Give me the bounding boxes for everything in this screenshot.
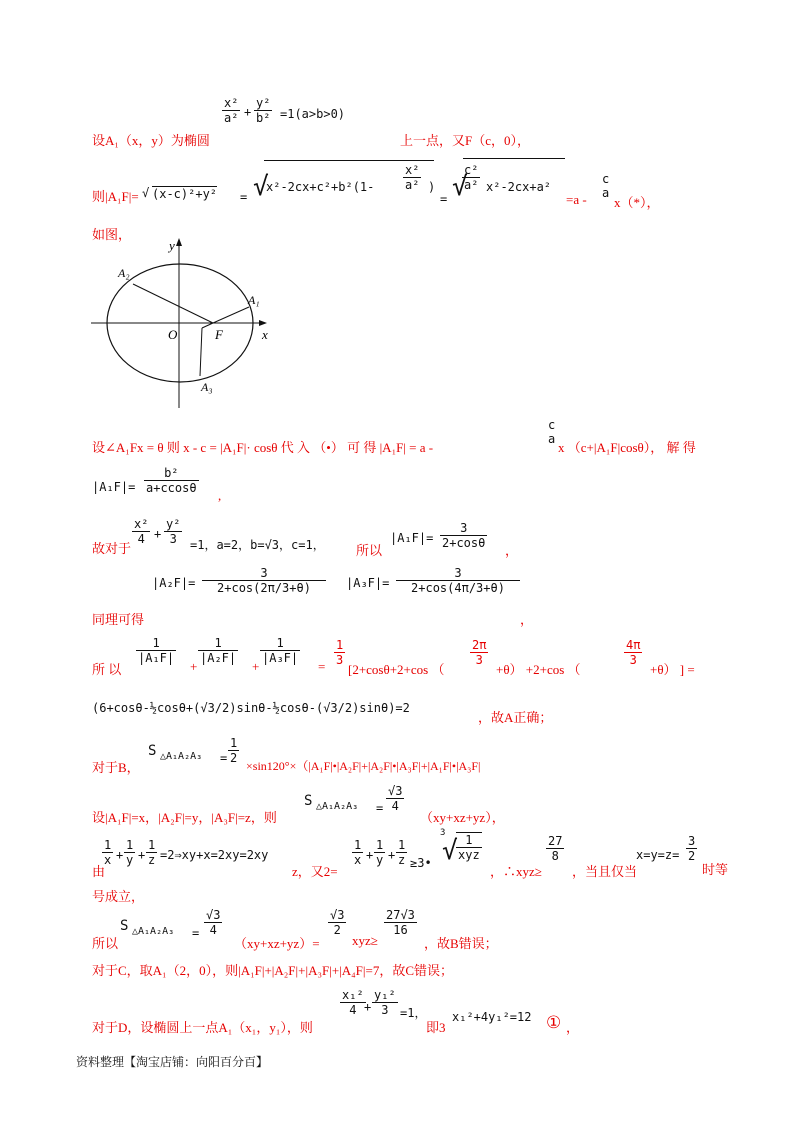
fraction-one-half: $\frac{1}{2}$ bbox=[230, 736, 238, 765]
sqrt-content-1: (x-c)²+y² bbox=[152, 187, 218, 201]
equals-1: = bbox=[240, 190, 248, 204]
line10-prefix: 对于B， bbox=[92, 760, 140, 775]
fraction-1-xyz: 1 xyz bbox=[458, 833, 480, 862]
equals-6: = bbox=[192, 926, 200, 940]
x-axis-arrow bbox=[259, 320, 267, 326]
circled-one: ① bbox=[546, 1013, 562, 1032]
implication: =2⇒xy+x=2xy=2xy bbox=[160, 848, 269, 862]
fraction-1-a1f: $\frac{1}{\text{|A₁F|}}$ bbox=[138, 636, 175, 665]
line11-suffix: （xy+xz+yz）， bbox=[420, 810, 505, 825]
abs-a3f-lhs: |A₃F|= bbox=[346, 576, 390, 590]
area-s-3: S bbox=[120, 918, 129, 934]
plus-f: + bbox=[388, 848, 396, 862]
cube-root-sign: √ bbox=[442, 836, 458, 866]
fraction-1-y-b: $\frac{1}{y}$ bbox=[376, 838, 384, 867]
y-axis-arrow bbox=[176, 238, 182, 246]
equals-5: = bbox=[376, 801, 384, 815]
fraction-1-y: $\frac{1}{y}$ bbox=[126, 838, 134, 867]
line12-prefix: 由 bbox=[92, 864, 106, 879]
fraction-1-z-b: $\frac{1}{z}$ bbox=[398, 838, 406, 867]
therefore: ，∴xyz≥ bbox=[490, 864, 542, 879]
line16-prefix: 对于D，设椭圆上一点A₁（x₁，y₁），则 bbox=[92, 1020, 313, 1035]
fraction-sqrt3-4-b: $\frac{√3}{4}$ bbox=[206, 908, 221, 937]
sum-part-2: +θ） +2+cos （ bbox=[496, 662, 581, 677]
line7-comma: ， bbox=[520, 612, 534, 627]
line2-prefix: 则|A₁F|= bbox=[92, 189, 139, 204]
equals-one: =1， bbox=[400, 1006, 427, 1020]
sqrt-sign-3: √ bbox=[452, 172, 468, 202]
fraction-one-third: $\frac{1}{3}$ bbox=[336, 638, 344, 667]
plus-sign: + bbox=[244, 105, 252, 119]
line13: 号成立， bbox=[92, 889, 145, 904]
equals-a-minus: =a - bbox=[566, 192, 587, 207]
label-f: F bbox=[215, 327, 223, 342]
line11-prefix: 设|A₁F|=x，|A₂F|=y，|A₃F|=z，则 bbox=[92, 810, 277, 825]
plus-b: + bbox=[252, 659, 260, 674]
line2-tail: x（*）， bbox=[614, 195, 660, 210]
fraction-c-a: c a bbox=[602, 172, 610, 200]
area-triangle-3: △A₁A₂A₃ bbox=[132, 926, 175, 937]
line15: 对于C，取A₁（2，0），则|A₁F|+|A₂F|+|A₃F|+|A₄F|=7，故C错误； bbox=[92, 963, 454, 978]
label-a2: A₂ bbox=[118, 266, 130, 280]
fraction-1-x-b: $\frac{1}{x}$ bbox=[354, 838, 362, 867]
label-o: O bbox=[168, 327, 178, 342]
label-y: y bbox=[169, 238, 175, 253]
geq-three: ≥3• bbox=[410, 856, 432, 870]
as-figure: 如图， bbox=[92, 227, 132, 242]
fraction-x2-4: $\frac{\text{x²}}{4}$ bbox=[134, 517, 149, 546]
fraction-1-a3f: $\frac{1}{\text{|A₃F|}}$ bbox=[262, 636, 299, 665]
line6-so: 所以 bbox=[356, 543, 383, 558]
line6-prefix: 故对于 bbox=[92, 541, 132, 556]
fraction-c-a-2: c a bbox=[548, 418, 556, 446]
sqrt-content-3: x²-2cx+a² bbox=[486, 180, 552, 194]
ellipse-figure bbox=[88, 236, 288, 412]
footer-source: 资料整理【淘宝店铺：向阳百分百】 bbox=[76, 1055, 269, 1069]
plus-sign-2: + bbox=[154, 527, 162, 541]
plus-d: + bbox=[138, 848, 146, 862]
label-x: x bbox=[262, 327, 268, 342]
plus-a: + bbox=[190, 659, 198, 674]
fraction-3-2: $\frac{3}{2}$ bbox=[688, 834, 696, 863]
sqrt-content-2: x²-2cx+c²+b²(1- bbox=[266, 180, 375, 194]
equals-4: = bbox=[220, 751, 228, 765]
line10-rest: ×sin120°×（|A₁F|•|A₂F|+|A₂F|•|A₃F|+|A₁F|•|A₃F| bbox=[246, 759, 481, 773]
ellipse-values: =1，a=2，b=√3，c=1， bbox=[190, 538, 325, 552]
fraction-sqrt3-4: $\frac{√3}{4}$ bbox=[388, 784, 403, 813]
area-triangle: △A₁A₂A₃ bbox=[160, 751, 203, 762]
fraction-3-2cos: $\frac{3}{2+\cos\theta}$ bbox=[442, 521, 486, 550]
line9-tail: ，故A正确； bbox=[478, 710, 553, 725]
label-a1: A₁ bbox=[248, 293, 260, 307]
fraction-4pi-3: $\frac{4\pi}{3}$ bbox=[626, 638, 641, 667]
sqrt-sign-1: √ bbox=[142, 186, 150, 200]
abs-a2f-lhs: |A₂F|= bbox=[152, 576, 196, 590]
sum-part-3: +θ） ] = bbox=[650, 662, 695, 677]
line6-comma: ， bbox=[505, 543, 519, 558]
fraction-x1sq-4: $\frac{\text{x₁²}}{4}$ bbox=[342, 988, 364, 1017]
fraction-sqrt3-2: $\frac{√3}{2}$ bbox=[330, 908, 345, 937]
equals-2: = bbox=[440, 192, 448, 206]
fraction-27-8: $\frac{27}{8}$ bbox=[548, 834, 563, 863]
abs-a1f-lhs-2: |A₁F|= bbox=[390, 531, 434, 545]
abs-a1f-lhs: |A₁F|= bbox=[92, 480, 136, 494]
line1-suffix: 上一点，又F（c，0）， bbox=[400, 133, 531, 148]
sqrt-sign-2: √ bbox=[253, 172, 269, 202]
fraction-a3f: $\frac{3}{2+\cos(4\pi/3+\theta)}$ bbox=[396, 566, 520, 595]
line16-comma: ， bbox=[566, 1020, 580, 1035]
line12-z: z，又2= bbox=[292, 864, 338, 879]
fraction-y1sq-3: $\frac{\text{y₁²}}{3}$ bbox=[374, 988, 396, 1017]
fraction-a2f: $\frac{3}{2+\cos(2\pi/3+\theta)}$ bbox=[202, 566, 326, 595]
area-s: S bbox=[148, 743, 157, 759]
fraction-1-a2f: $\frac{1}{\text{|A₂F|}}$ bbox=[200, 636, 237, 665]
plus-g: + bbox=[364, 1000, 372, 1014]
segment-fa2 bbox=[133, 284, 213, 323]
label-a3: A₃ bbox=[201, 380, 213, 394]
line5-comma: , bbox=[218, 488, 222, 503]
fraction-2pi-3: $\frac{2\pi}{3}$ bbox=[472, 638, 487, 667]
fraction-1-z: $\frac{1}{z}$ bbox=[148, 838, 156, 867]
line9-expression: (6+cosθ-½cosθ+(√3/2)sinθ-½cosθ-(√3/2)sinθ)=2 bbox=[92, 701, 410, 715]
line16-equation: x₁²+4y₁²=12 bbox=[452, 1010, 532, 1024]
xyz-equal: x=y=z= bbox=[636, 848, 680, 862]
cube-root-index: 3 bbox=[440, 828, 446, 838]
line4-prefix: 设∠A₁Fx = θ 则 x - c = |A₁F|· cosθ 代 入 （•） 可 得 |A₁F| = a - bbox=[92, 440, 434, 455]
fraction-c2-a2: $\frac{\text{c²}}{\text{a²}}$ bbox=[464, 163, 479, 192]
area-triangle-2: △A₁A₂A₃ bbox=[316, 801, 359, 812]
line12-end: 时等 bbox=[702, 862, 729, 877]
sqrt-close-2: ) bbox=[428, 180, 436, 194]
fraction-b2-a-ccos: $\frac{\text{b²}}{a+ccos\theta}$ bbox=[146, 466, 197, 495]
segment-fa3-top bbox=[202, 323, 213, 328]
ellipse-condition: =1(a>b>0) bbox=[280, 107, 346, 121]
segment-fa3 bbox=[200, 328, 202, 376]
sqrt-bar-3 bbox=[463, 158, 565, 159]
sqrt-bar-2 bbox=[264, 160, 434, 161]
line14-sum: （xy+xz+yz）= bbox=[234, 936, 320, 951]
line8-prefix: 所 以 bbox=[92, 662, 122, 677]
plus-e: + bbox=[366, 848, 374, 862]
fraction-x2-a2: $\frac{\text{x²}}{\text{a²}}$ bbox=[224, 96, 239, 125]
equals-3: = bbox=[318, 659, 326, 674]
line14-prefix: 所以 bbox=[92, 936, 119, 951]
line14-suffix: ，故B错误； bbox=[424, 936, 498, 951]
segment-fa1 bbox=[213, 307, 249, 323]
when-only: ，当且仅当 bbox=[572, 864, 638, 879]
line14-xyz: xyz≥ bbox=[352, 933, 378, 948]
sum-part-1: [2+cosθ+2+cos （ bbox=[348, 662, 445, 677]
area-s-2: S bbox=[304, 793, 313, 809]
plus-c: + bbox=[116, 848, 124, 862]
fraction-y2-3: $\frac{\text{y²}}{3}$ bbox=[166, 517, 181, 546]
line1-prefix: 设A₁（x，y）为椭圆 bbox=[92, 133, 210, 148]
namely: 即3 bbox=[426, 1020, 446, 1035]
fraction-1-x: $\frac{1}{x}$ bbox=[104, 838, 112, 867]
fraction-27sqrt3-16: $\frac{27√3}{16}$ bbox=[386, 908, 415, 937]
fraction-x2-a2-inner: $\frac{\text{x²}}{\text{a²}}$ bbox=[405, 163, 420, 192]
line7-prefix: 同理可得 bbox=[92, 612, 145, 627]
line4-suffix: x （c+|A₁F|cosθ）， 解 得 bbox=[558, 440, 696, 455]
fraction-y2-b2: $\frac{\text{y²}}{\text{b²}}$ bbox=[256, 96, 271, 125]
